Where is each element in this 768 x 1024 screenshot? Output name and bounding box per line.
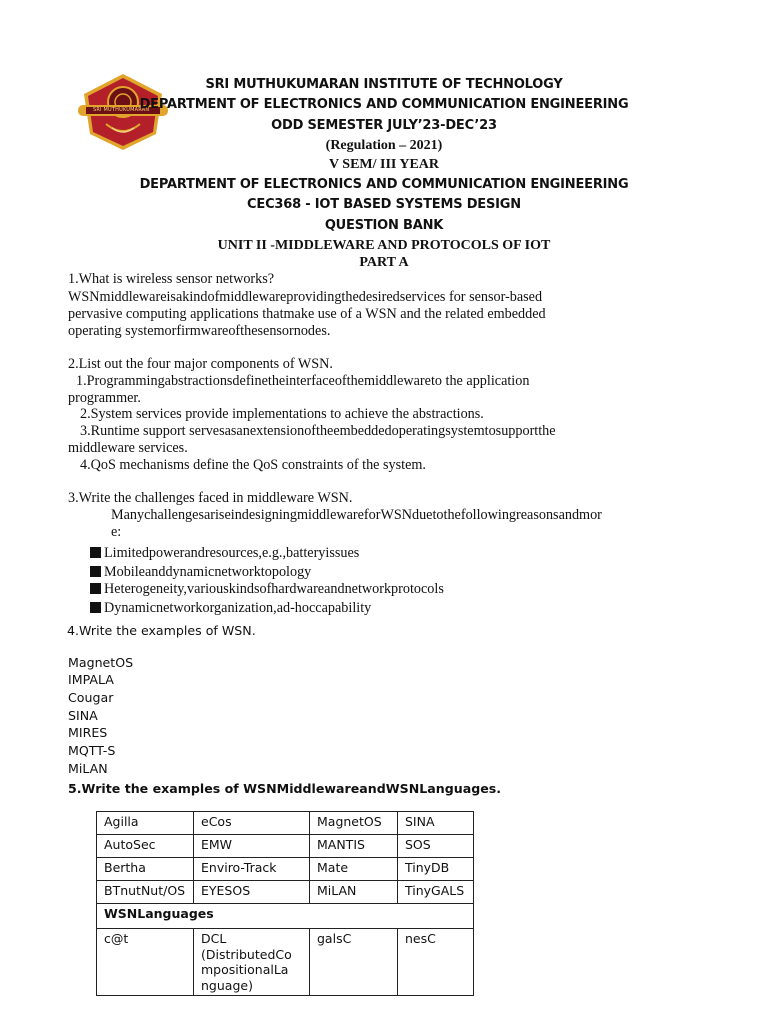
question-3: 3.Write the challenges faced in middleware WSN. <box>68 490 353 506</box>
table-cell: Bertha <box>97 858 194 881</box>
table-cell: galsC <box>310 929 398 996</box>
answer-3-intro: e: <box>111 524 122 540</box>
table-cell: EMW <box>194 835 310 858</box>
bullet-text: Limitedpowerandresources,e.g.,batteryissues <box>104 545 360 561</box>
answer-2-line: 3.Runtime support servesasanextensionoftheembeddedoperatingsystemtosupportthe <box>80 423 556 439</box>
bullet-item <box>90 545 359 562</box>
part-title: PART A <box>359 255 409 270</box>
table-row <box>97 858 474 881</box>
answer-1-line: WSNmiddlewareisakindofmiddlewareprovidingthedesiredservices for sensor-based <box>68 289 543 305</box>
answer-2-line: 4.QoS mechanisms define the QoS constraints of the system. <box>80 457 426 473</box>
table-cell: MiLAN <box>310 881 398 904</box>
table-cell: MagnetOS <box>310 812 398 835</box>
square-bullet-icon <box>90 547 101 558</box>
table-cell: EYESOS <box>194 881 310 904</box>
wsn-example: Cougar <box>68 690 114 705</box>
table-cell: c@t <box>97 929 194 996</box>
bullet-item <box>90 581 444 598</box>
answer-2-line: programmer. <box>68 390 141 406</box>
table-cell: DCL (DistributedCo mpositionalLa nguage) <box>194 929 310 996</box>
institute-name: SRI MUTHUKUMARAN INSTITUTE OF TECHNOLOGY <box>205 77 563 92</box>
table-cell: AutoSec <box>97 835 194 858</box>
languages-header: WSNLanguages <box>97 904 474 929</box>
table-row <box>97 904 474 929</box>
document-type: QUESTION BANK <box>324 218 444 233</box>
year-title: V SEM/ III YEAR <box>328 157 440 172</box>
bullet-item <box>90 600 371 617</box>
answer-1-line: operating systemorfirmwareofthesensornodes. <box>68 323 331 339</box>
question-2: 2.List out the four major components of WSN. <box>68 356 333 372</box>
table-cell: SINA <box>398 812 474 835</box>
table-cell: nesC <box>398 929 474 996</box>
answer-2-line: 1.Programmingabstractionsdefinetheinterfaceofthemiddlewareto the application <box>76 373 530 389</box>
wsn-middleware-table <box>96 811 474 996</box>
logo-lettering: SRI MUTHUKUMARAN <box>93 107 150 113</box>
wsn-example: MagnetOS <box>68 655 134 670</box>
course-title: CEC368 - IOT BASED SYSTEMS DESIGN <box>247 197 521 212</box>
square-bullet-icon <box>90 602 101 613</box>
wsn-example: MiLAN <box>68 761 108 776</box>
table-cell: Agilla <box>97 812 194 835</box>
wsn-example: MQTT-S <box>68 743 116 758</box>
table-cell: SOS <box>398 835 474 858</box>
answer-2-line: middleware services. <box>68 440 188 456</box>
answer-3-intro: ManychallengesariseindesigningmiddlewareforWSNduetothefollowingreasonsandmor <box>111 507 602 523</box>
table-row <box>97 835 474 858</box>
bullet-text: Dynamicnetworkorganization,ad-hoccapability <box>104 600 372 616</box>
department-title-2: DEPARTMENT OF ELECTRONICS AND COMMUNICATION ENGINEERING <box>139 177 629 192</box>
table-row <box>97 812 474 835</box>
table-cell: TinyGALS <box>398 881 474 904</box>
regulation-title: (Regulation – 2021) <box>325 138 443 153</box>
square-bullet-icon <box>90 583 101 594</box>
question-5: 5.Write the examples of WSNMiddlewareandWSNLanguages. <box>68 781 502 796</box>
question-4: 4.Write the examples of WSN. <box>67 623 256 638</box>
unit-title: UNIT II -MIDDLEWARE AND PROTOCOLS OF IOT <box>217 238 551 253</box>
bullet-text: Heterogeneity,variouskindsofhardwareandnetworkprotocols <box>104 581 444 597</box>
wsn-example: IMPALA <box>68 672 114 687</box>
table-row <box>97 881 474 904</box>
semester-title: ODD SEMESTER JULY’23-DEC’23 <box>271 118 497 133</box>
bullet-text: Mobileanddynamicnetworktopology <box>104 564 312 580</box>
department-title: DEPARTMENT OF ELECTRONICS AND COMMUNICATION ENGINEERING <box>139 97 629 112</box>
answer-1-line: pervasive computing applications thatmake use of a WSN and the related embedded <box>68 306 546 322</box>
table-cell: BTnutNut/OS <box>97 881 194 904</box>
bullet-item <box>90 564 311 581</box>
answer-2-line: 2.System services provide implementations to achieve the abstractions. <box>80 406 484 422</box>
table-cell: eCos <box>194 812 310 835</box>
square-bullet-icon <box>90 566 101 577</box>
table-row <box>97 929 474 996</box>
table-cell: TinyDB <box>398 858 474 881</box>
table-cell: MANTIS <box>310 835 398 858</box>
wsn-example: MIRES <box>68 725 108 740</box>
question-1: 1.What is wireless sensor networks? <box>68 271 275 287</box>
table-cell: Mate <box>310 858 398 881</box>
wsn-example: SINA <box>68 708 98 723</box>
table-cell: Enviro-Track <box>194 858 310 881</box>
